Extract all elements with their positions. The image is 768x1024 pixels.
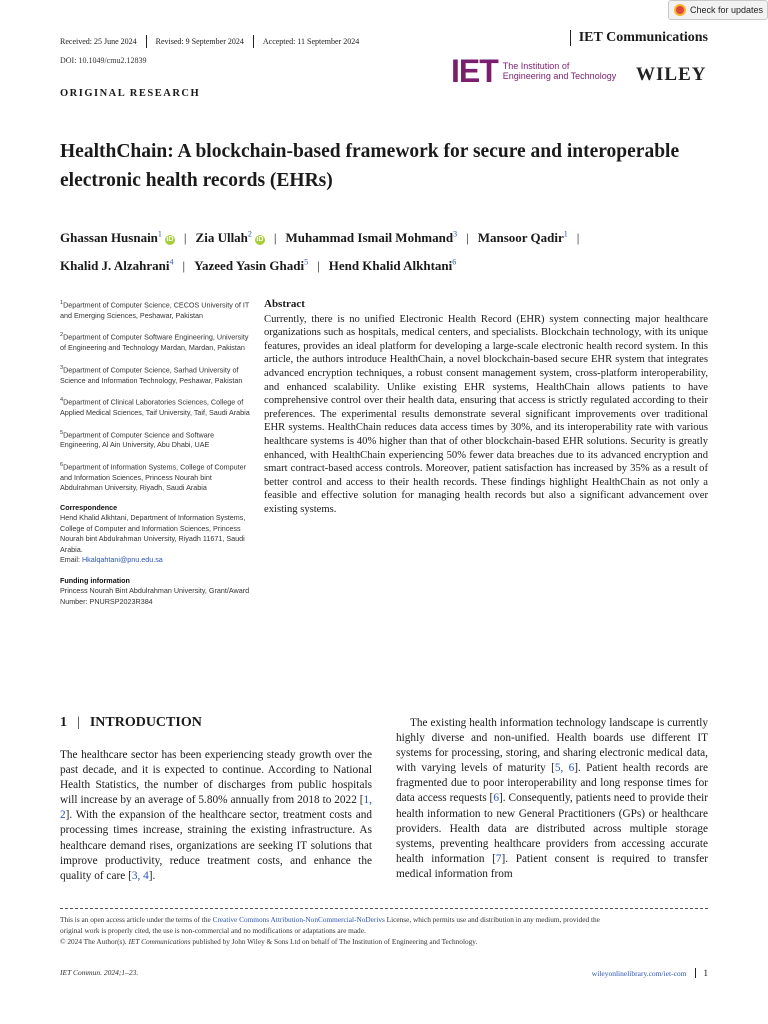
funding-heading: Funding information <box>60 575 130 585</box>
citation-link[interactable]: 5, 6 <box>554 762 575 775</box>
check-for-updates-label: Check for updates <box>690 5 764 15</box>
intro-paragraph-right: The existing health information technology landscape is currently highly diverse and non-unified. Health boards use different IT systems for processing, storing, and sharing electronic medical data, with varying levels of maturity [5, 6]. Patient health records are fragmented due to poor interoperability and long response times for data access requests [6]. Consequently, patients need to provide their health information to new General Practitioners (GPs) or healthcare providers. Health data are distributed across multiple storage systems, preventing healthcare providers from accessing accurate health information [7]. Patient consent is required to transfer medical information from <box>396 717 708 880</box>
iet-logo-text: The Institution of Engineering and Technology <box>502 61 617 81</box>
citation-link[interactable]: 1, 2 <box>60 794 372 822</box>
affiliations-sidebar <box>60 298 250 617</box>
funding-information <box>60 576 250 608</box>
affiliation: $^6$Department of Information Systems, College of Computer and Information Sciences, Princess Nourah bint Abdulrahman University, Riyadh, Saudi Arabia <box>60 461 247 493</box>
author-name[interactable]: Yazeed Yasin Ghadi$^5$ <box>194 257 309 273</box>
revised-date: Revised: 9 September 2024 <box>146 35 253 48</box>
citation-link[interactable]: 3, 4 <box>131 869 149 882</box>
footer-right <box>592 968 708 978</box>
author-name[interactable]: Ghassan Husnain$^1$iD <box>60 230 174 246</box>
abstract <box>264 298 708 517</box>
affiliation: $^3$Department of Computer Science, Sarhad University of Science and Information Technology, Peshawar, Pakistan <box>60 364 243 385</box>
check-for-updates-button[interactable] <box>668 0 768 20</box>
intro-paragraph-left: The healthcare sector has been experiencing steady growth over the past decade, and it is expected to continue. According to National Health Statistics, the number of discharges from public hospitals will increase by an average of 5.80% annually from 2018 to 2022 [1, 2]. With the expansion of the healthcare sector, treatment costs and processing times increase, straining the existing infrastructure. As healthcare demand rises, organizations are seeking IT solutions that improve productivity, reduce treatment costs, and enhance the quality of care [3, 4]. <box>60 749 372 882</box>
footnote-divider <box>60 908 708 909</box>
article-type: ORIGINAL RESEARCH <box>60 88 201 99</box>
license-notice: This is an open access article under the terms of the Creative Commons Attribution-NonCommercial-NoDerivs License, which permits use and distribution in any medium, provided the original work is properly cited, the use is non-commercial and no modifications or adaptations are made. © 2024 The Author(s). IET Communications published by John Wiley & Sons Ltd on behalf of The Institution of Engineering and Technology. <box>60 915 600 946</box>
correspondence-email-link[interactable]: Hkalqahtani@pnu.edu.sa <box>81 555 163 565</box>
author-name[interactable]: Hend Khalid Alkhtani$^6$ <box>328 257 457 273</box>
orcid-icon[interactable]: iD <box>256 236 264 244</box>
funding-text: Princess Nourah Bint Abdulrahman University, Grant/Award Number: PNURSP2023R384 <box>60 586 250 606</box>
page-number: 1 <box>695 968 709 978</box>
crossmark-icon <box>674 4 686 16</box>
orcid-icon[interactable]: iD <box>166 236 174 244</box>
abstract-text: Currently, there is no unified Electronic Health Record (EHR) system connecting major healthcare organizations such as hospitals, medical centers, and specialists. Blockchain technology, with its unique features, provides an ideal platform for developing a large-scale electronic health record system. In this article, the authors introduce HealthChain, a novel blockchain-based secure EHR system that integrates advanced encryption techniques, a robust consent management system, cross-platform interoperability, and enhanced scalability. Unlike existing EHR systems, HealthChain allows patients to have comprehensive control over their health data, ensuring that access is strictly regulated according to their preferences. The experimental results demonstrate several significant improvements over traditional EHR systems. HealthChain reduces data access times by 30%, and its interoperability rate with various healthcare systems is 40% higher than that of other blockchain-based EHR solutions. Security is greatly enhanced, with HealthChain experiencing 50% fewer data breaches due to its advanced encryption and smart contract-based access controls. Moreover, patient satisfaction has increased by 35% as a result of better control and access to their health records. These findings highlight HealthChain as not only a feasible and effective solution for managing health records but also a significant advancement over existing systems. <box>264 313 708 515</box>
article-dates <box>60 35 368 48</box>
author-name[interactable]: Zia Ullah$^2$iD <box>195 230 264 246</box>
author-name[interactable]: Khalid J. Alzahrani$^4$ <box>60 257 174 273</box>
affiliation: $^2$Department of Computer Software Engineering, University of Engineering and Technology Mardan, Mardan, Pakistan <box>60 332 249 353</box>
journal-name: IET Communications <box>570 30 708 46</box>
author-name[interactable]: Mansoor Qadir$^1$ <box>477 230 568 246</box>
correspondence-text: Hend Khalid Alkhtani, Department of Information Systems, College of Computer and Information Sciences, Princess Nourah bint Abdulrahman University, Riyadh 11671, Saudi Arabia. <box>60 513 246 554</box>
iet-logo-mark: IET <box>451 53 498 89</box>
affiliation: $^1$Department of Computer Science, CECOS University of IT and Emerging Sciences, Peshawar, Pakistan <box>60 300 250 320</box>
citation-link[interactable]: 6 <box>493 792 499 805</box>
iet-logo <box>451 53 617 89</box>
citation-footer: IET Commun. 2024;1–23. <box>60 968 139 977</box>
section-heading-introduction: 1 | INTRODUCTION <box>60 715 202 730</box>
accepted-date: Accepted: 11 September 2024 <box>253 35 368 48</box>
abstract-heading: Abstract <box>264 298 305 310</box>
article-title: HealthChain: A blockchain-based framework for secure and interoperable electronic health records (EHRs) <box>60 141 680 191</box>
affiliation: $^4$Department of Clinical Laboratories Sciences, College of Applied Medical Sciences, Taif University, Taif, Saudi Arabia <box>60 397 250 418</box>
correspondence-heading: Correspondence <box>60 502 118 512</box>
license-link[interactable]: Creative Commons Attribution-NonCommercial-NoDerivs <box>212 915 385 924</box>
doi[interactable]: DOI: 10.1049/cmu2.12839 <box>60 56 147 65</box>
citation-link[interactable]: 7 <box>495 852 502 865</box>
received-date: Received: 25 June 2024 <box>60 37 137 46</box>
author-list: Ghassan Husnain$^1$iD | Zia Ullah$^2$iD | Muhammad Ismail Mohmand$^3$ | Mansoor Qadir$^1$ | Khalid J. Alzahrani$^4$ | Yazeed Yasin Ghadi$^5$ | Hend Khalid Alkhtani$^6$ <box>60 230 580 273</box>
journal-url-link[interactable]: wileyonlinelibrary.com/iet-com <box>591 968 687 978</box>
affiliation: $^5$Department of Computer Science and Software Engineering, Al Ain University, Abu Dhabi, UAE <box>60 429 215 450</box>
wiley-logo: WILEY <box>636 64 707 85</box>
correspondence: Correspondence Hend Khalid Alkhtani, Department of Information Systems, College of Computer and Information Sciences, Princess Nourah bint Abdulrahman University, Riyadh 11671, Saudi Arabia. Email: Hkalqahtani@pnu.edu.sa <box>60 503 250 566</box>
author-name[interactable]: Muhammad Ismail Mohmand$^3$ <box>285 230 458 246</box>
